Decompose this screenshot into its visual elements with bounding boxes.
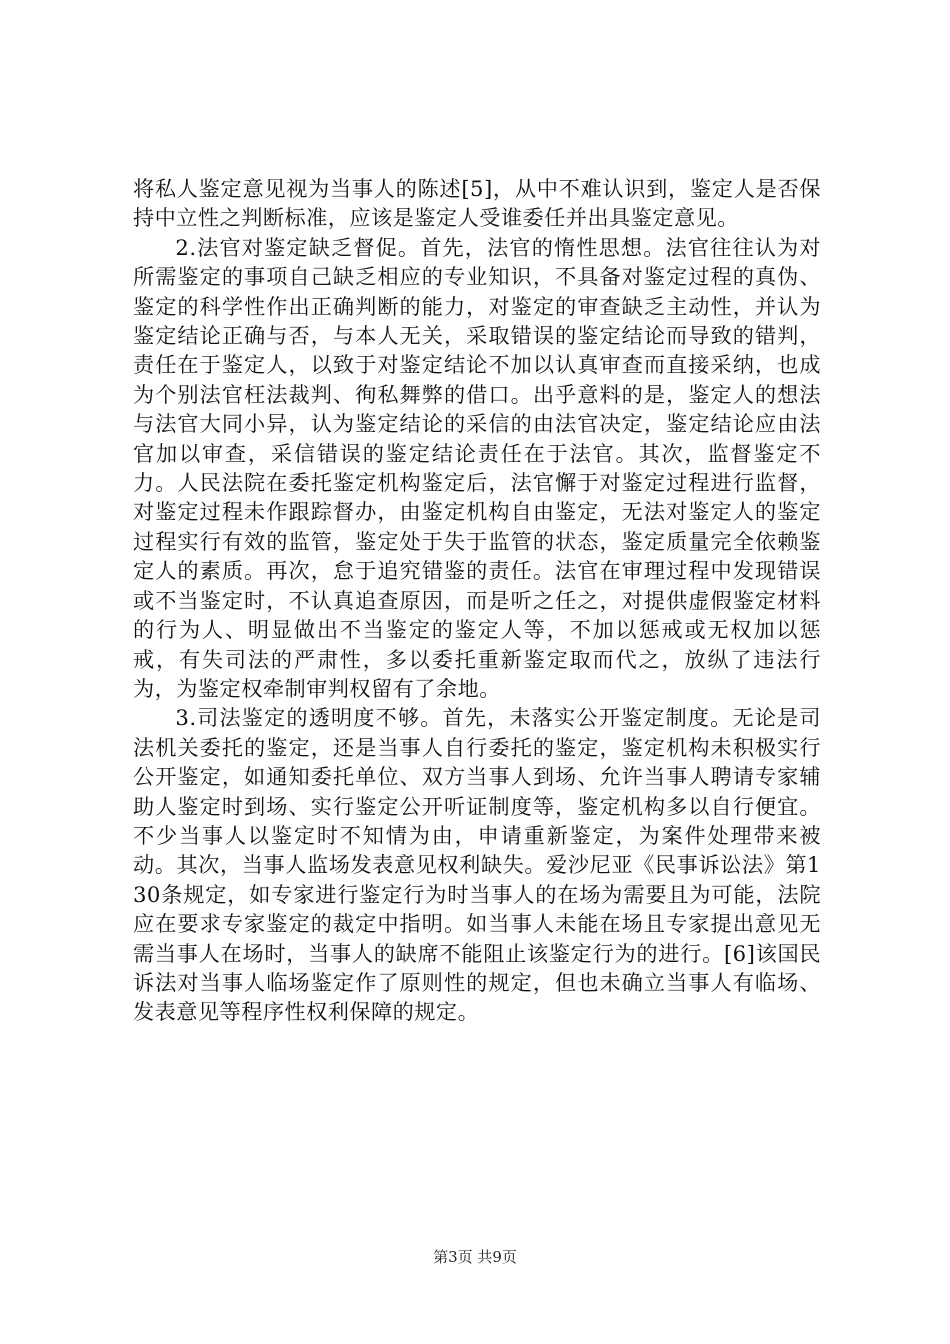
page-number-footer: 第3页 共9页 <box>433 1248 517 1266</box>
paragraph-judge-supervision: 2.法官对鉴定缺乏督促。首先，法官的惰性思想。法官往往认为对所需鉴定的事项自己缺乏相应的专业知识，不具备对鉴定过程的真伪、鉴定的科学性作出正确判断的能力，对鉴定的审查缺乏主动性，并认为鉴定结论正确与否，与本人无关，采取错误的鉴定结论而导致的错判，责任在于鉴定人，以致于对鉴定结论不加以认真审查而直接采纳，也成为个别法官枉法裁判、徇私舞弊的借口。出乎意料的是，鉴定人的想法与法官大同小异，认为鉴定结论的采信的由法官决定，鉴定结论应由法官加以审查，采信错误的鉴定结论责任在于法官。其次，监督鉴定不力。人民法院在委托鉴定机构鉴定后，法官懈于对鉴定过程进行监督，对鉴定过程未作跟踪督办，由鉴定机构自由鉴定，无法对鉴定人的鉴定过程实行有效的监管，鉴定处于失于监管的状态，鉴定质量完全依赖鉴定人的素质。再次，怠于追究错鉴的责任。法官在审理过程中发现错误或不当鉴定时，不认真追查原因，而是听之任之，对提供虚假鉴定材料的行为人、明显做出不当鉴定的鉴定人等，不加以惩戒或无权加以惩戒，有失司法的严肃性，多以委托重新鉴定取而代之，放纵了违法行为，为鉴定权牵制审判权留有了余地。 <box>133 234 821 701</box>
paragraph-transparency: 3.司法鉴定的透明度不够。首先，未落实公开鉴定制度。无论是司法机关委托的鉴定，还是当事人自行委托的鉴定，鉴定机构未积极实行公开鉴定，如通知委托单位、双方当事人到场、允许当事人聘请专家辅助人鉴定时到场、实行鉴定公开听证制度等，鉴定机构多以自行便宜。不少当事人以鉴定时不知情为由，申请重新鉴定，为案件处理带来被动。其次，当事人监场发表意见权利缺失。爱沙尼亚《民事诉讼法》第130条规定，如专家进行鉴定行为时当事人的在场为需要且为可能，法院应在要求专家鉴定的裁定中指明。如当事人未能在场且专家提出意见无需当事人在场时，当事人的缺席不能阻止该鉴定行为的进行。[6]该国民诉法对当事人临场鉴定作了原则性的规定，但也未确立当事人有临场、发表意见等程序性权利保障的规定。 <box>133 705 821 1025</box>
paragraph-continuation: 将私人鉴定意见视为当事人的陈述[5]，从中不难认识到，鉴定人是否保持中立性之判断标准，应该是鉴定人受谁委任并出具鉴定意见。 <box>133 176 821 231</box>
body-text <box>133 174 821 1027</box>
